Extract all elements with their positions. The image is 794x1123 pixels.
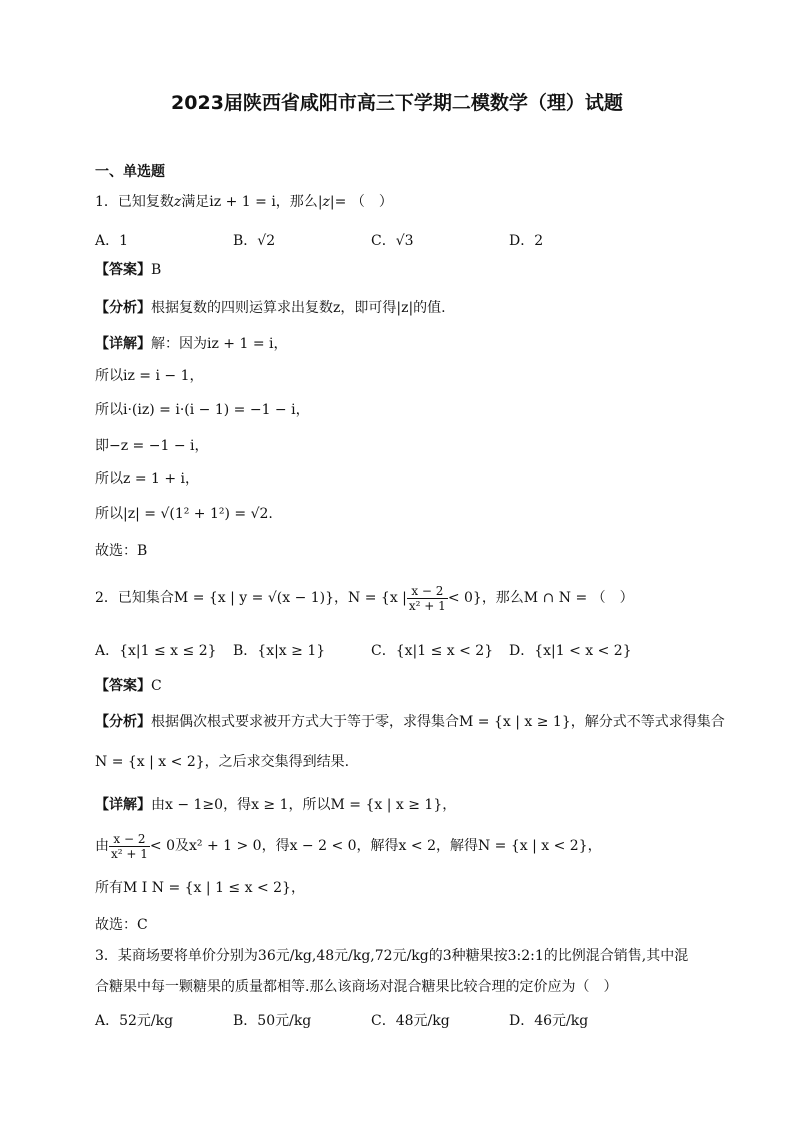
q2-step-4: 故选：C <box>95 917 148 933</box>
q2-fraction-numerator: x − 2 <box>407 584 448 599</box>
q2-detail <box>95 795 456 815</box>
q1-answer <box>95 260 161 280</box>
q2-step-2 <box>95 830 602 862</box>
q3-stem-line-2: 合糖果中每一颗糖果的质量都相等.那么该商场对混合糖果比较合理的定价应为（ ） <box>95 979 618 995</box>
q2-answer <box>95 676 162 696</box>
q2-stem-b: ，那么M ∩ N = （ ） <box>481 590 634 606</box>
q2-stem-a: 2．已知集合 <box>95 590 174 606</box>
q3-option-c: C．48元/kg <box>371 1013 450 1029</box>
q1-stem: 1．已知复数z满足iz + 1 = i，那么|z|= （ ） <box>95 194 393 210</box>
q2-step-fraction <box>109 832 150 861</box>
q2-option-d: D．{x|1 < x < 2} <box>509 643 632 659</box>
q2-set-n-left: N = {x | <box>348 590 407 606</box>
page-title: 2023届陕西省咸阳市高三下学期二模数学（理）试题 <box>171 92 623 114</box>
q2-separator: ， <box>334 590 349 606</box>
q2-step-2-text: < 0及x² + 1 > 0，得x − 2 < 0，解得x < 2，解得N = {x | x < 2}， <box>149 838 602 854</box>
q1-option-b: B．√2 <box>233 233 276 249</box>
answer-label: 【答案】 <box>95 678 151 694</box>
q1-analysis <box>95 298 446 318</box>
answer-label: 【答案】 <box>95 262 151 278</box>
q2-option-c: C．{x|1 ≤ x < 2} <box>371 643 494 659</box>
q2-set-m: M = {x | y = √(x − 1)} <box>173 590 335 606</box>
q2-fraction <box>407 584 448 613</box>
q2-analysis <box>95 712 725 732</box>
q3-option-b: B．50元/kg <box>233 1013 312 1029</box>
q1-step-1: 所以iz = i − 1， <box>95 368 204 384</box>
q1-detail <box>95 334 288 354</box>
answer-value: C <box>151 678 162 694</box>
answer-value: B <box>151 262 162 278</box>
q1-step-4: 所以z = 1 + i， <box>95 471 200 487</box>
q2-step-fraction-numerator: x − 2 <box>109 832 150 847</box>
q2-step-2-prefix: 由 <box>95 838 109 854</box>
q3-option-d: D．46元/kg <box>509 1013 589 1029</box>
q1-step-2: 所以i·(iz) = i·(i − 1) = −1 − i， <box>95 402 310 418</box>
q1-step-5: 所以|z| = √(1² + 1²) = √2. <box>95 506 273 522</box>
detail-label: 【详解】 <box>95 797 151 813</box>
q2-option-a: A．{x|1 ≤ x ≤ 2} <box>95 643 217 659</box>
q1-step-3: 即−z = −1 − i， <box>95 438 209 454</box>
detail-text: 解：因为iz + 1 = i， <box>151 336 288 352</box>
analysis-label: 【分析】 <box>95 300 151 316</box>
q2-step-fraction-denominator: x² + 1 <box>111 846 148 861</box>
q1-step-6: 故选：B <box>95 543 148 559</box>
q3-option-a: A．52元/kg <box>95 1013 174 1029</box>
q1-stem-c: = （ ） <box>334 194 393 210</box>
section-heading: 一、单选题 <box>95 164 165 180</box>
q1-option-a: A．1 <box>95 233 129 249</box>
analysis-text-1: 根据偶次根式要求被开方式大于等于零，求得集合M = {x | x ≥ 1}，解分式不等式求得集合 <box>151 714 725 730</box>
q2-stem <box>95 583 634 613</box>
detail-label: 【详解】 <box>95 336 151 352</box>
q2-analysis-cont: N = {x | x < 2}，之后求交集得到结果. <box>95 754 350 770</box>
q2-option-b: B．{x|x ≥ 1} <box>233 643 326 659</box>
q2-step-3: 所有M I N = {x | 1 ≤ x < 2}， <box>95 880 305 896</box>
q1-stem-a: 1．已知复数 <box>95 194 174 210</box>
q3-stem-line-1: 3．某商场要将单价分别为36元/kg,48元/kg,72元/kg的3种糖果按3:2:1的比例混合销售,其中混 <box>95 948 689 964</box>
q2-set-n-right: < 0} <box>447 590 482 606</box>
analysis-label: 【分析】 <box>95 714 151 730</box>
q1-stem-b: 满足iz + 1 = i，那么 <box>181 194 318 210</box>
q1-option-c: C．√3 <box>371 233 414 249</box>
detail-text: 由x − 1≥0，得x ≥ 1，所以M = {x | x ≥ 1}， <box>151 797 457 813</box>
q2-fraction-denominator: x² + 1 <box>408 598 446 613</box>
analysis-text: 根据复数的四则运算求出复数z，即可得|z|的值. <box>151 300 446 316</box>
q1-option-d: D．2 <box>509 233 544 249</box>
